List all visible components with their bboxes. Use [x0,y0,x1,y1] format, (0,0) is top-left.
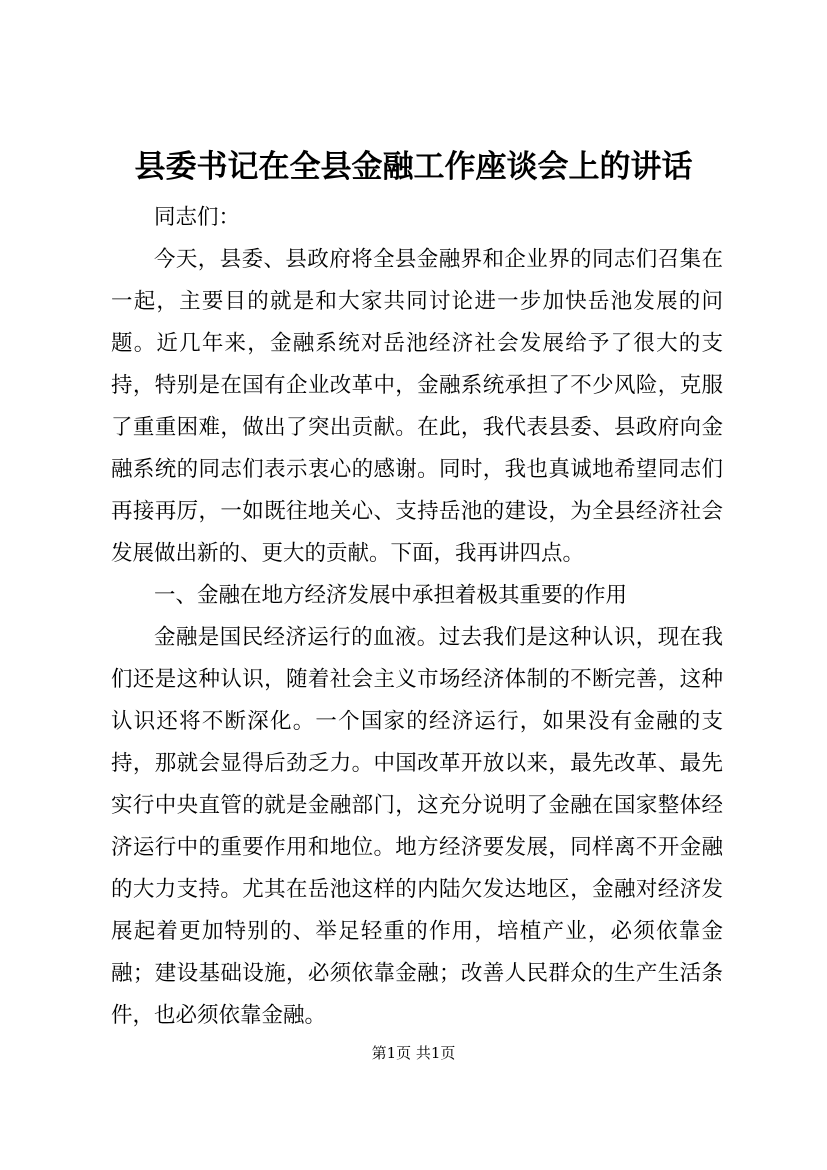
intro-paragraph: 今天，县委、县政府将全县金融界和企业界的同志们召集在一起，主要目的就是和大家共同讨论进一步加快岳池发展的问题。近几年来，金融系统对岳池经济社会发展给予了很大的支持，特别是在国有企业改革中，金融系统承担了不少风险，克服了重重困难，做出了突出贡献。在此，我代表县委、县政府向金融系统的同志们表示衷心的感谢。同时，我也真诚地希望同志们再接再厉，一如既往地关心、支持岳池的建设，为全县经济社会发展做出新的、更大的贡献。下面，我再讲四点。 [111,247,723,566]
document-body [111,197,723,1037]
salutation-paragraph: 同志们： [154,205,241,230]
document-title: 县委书记在全县金融工作座谈会上的讲话 [134,149,693,185]
section-paragraph: 金融是国民经济运行的血液。过去我们是这种认识，现在我们还是这种认识，随着社会主义市场经济体制的不断完善，这种认识还将不断深化。一个国家的经济运行，如果没有金融的支持，那就会显得后劲乏力。中国改革开放以来，最先改革、最先实行中央直管的就是金融部门，这充分说明了金融在国家整体经济运行中的重要作用和地位。地方经济要发展，同样离不开金融的大力支持。尤其在岳池这样的内陆欠发达地区，金融对经济发展起着更加特别的、举足轻重的作用，培植产业，必须依靠金融；建设基础设施，必须依靠金融；改善人民群众的生产生活条件，也必须依靠金融。 [111,625,723,1028]
section-heading: 一、金融在地方经济发展中承担着极其重要的作用 [154,583,628,608]
page-footer: 第1页 共1页 [371,1044,456,1062]
